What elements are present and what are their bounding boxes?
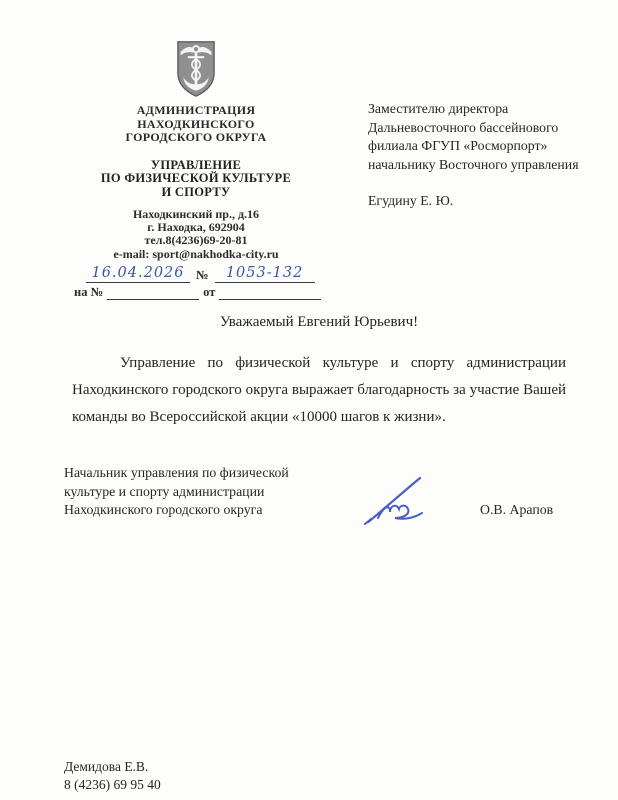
address-line: Находкинский пр., д.16 (132, 207, 260, 221)
signer-name: О.В. Арапов (480, 502, 554, 517)
ref-number-blank (107, 284, 199, 300)
number-sign: № (196, 267, 209, 282)
signer-title-line: Начальник управления по физической (64, 465, 289, 480)
ref-prefix-label: на № (74, 284, 104, 299)
nakhodka-coat-of-arms-icon (173, 40, 219, 98)
handwritten-date: 16.04.2026 (91, 264, 185, 281)
addressee-line: Дальневосточного бассейнового (368, 119, 559, 135)
handwritten-number: 1053-132 (225, 264, 304, 281)
org-name (70, 104, 322, 145)
date-number-line (70, 263, 322, 283)
address-line: e-mail: sport@nakhodka-city.ru (113, 246, 279, 261)
dept-name-line: И СПОРТУ (161, 184, 231, 199)
dept-name-line: УПРАВЛЕНИЕ (150, 157, 242, 172)
reference-line (70, 284, 322, 300)
ref-date-blank (219, 284, 321, 300)
dept-name-line: ПО ФИЗИЧЕСКОЙ КУЛЬТУРЕ (100, 171, 292, 185)
department-name (70, 159, 322, 200)
org-name-line: АДМИНИСТРАЦИЯ (136, 103, 256, 117)
ref-from-label: от (203, 284, 216, 299)
salutation: Уважаемый Евгений Юрьевич! (219, 314, 419, 330)
handwritten-signature-icon (362, 472, 448, 528)
addressee-line: начальнику Восточного управления (368, 156, 579, 172)
contact-address-block (70, 208, 322, 261)
signer-title-line: культуре и спорту администрации (64, 483, 265, 499)
org-name-line: ГОРОДСКОГО ОКРУГА (125, 130, 267, 144)
body-paragraph: Управление по физической культуре и спорту администрации Находкинского городского округа выражает благодарность за участие Вашей команды во Всероссийской акции «10000 шагов к жизни». (72, 355, 566, 425)
signer-title (64, 464, 334, 520)
addressee-line: Заместителю директора (368, 101, 509, 116)
executor-name: Демидова Е.В. (64, 759, 149, 774)
address-line: тел.8(4236)69-20-81 (144, 233, 248, 248)
date-field (86, 264, 190, 283)
org-name-line: НАХОДКИНСКОГО (137, 116, 255, 131)
address-line: г. Находка, 692904 (147, 220, 245, 235)
signer-title-line: Находкинского городского округа (64, 502, 263, 517)
executor-block (64, 758, 161, 794)
addressee-name: Егудину Е. Ю. (368, 193, 454, 208)
letterhead (70, 40, 322, 300)
addressee-block (368, 100, 603, 211)
addressee-line: филиала ФГУП «Росморпорт» (368, 138, 548, 153)
number-field (215, 264, 315, 283)
executor-phone: 8 (4236) 69 95 40 (64, 777, 161, 792)
